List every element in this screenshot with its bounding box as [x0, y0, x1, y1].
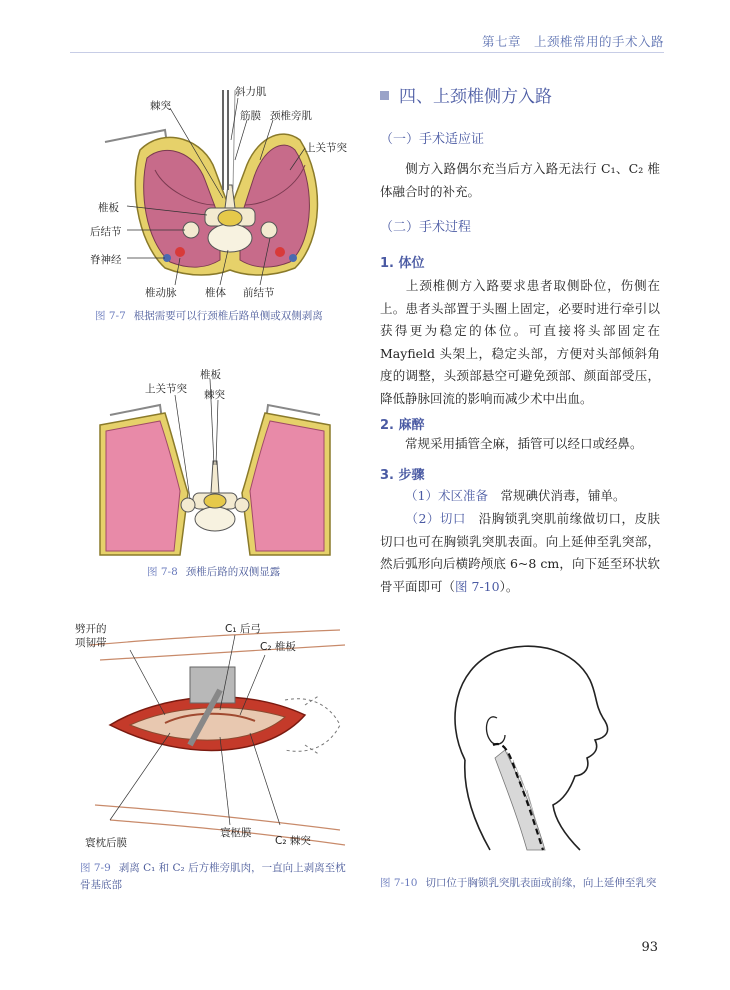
subheading-indications: （一）手术适应证	[380, 132, 485, 147]
header-rule	[70, 52, 664, 53]
label-c2-lamina: C₂ 椎板	[260, 641, 296, 653]
label-c1-posterior-arch: C₁ 后弓	[225, 623, 261, 635]
label-vertebral-artery: 椎动脉	[145, 287, 177, 299]
label-fascia: 筋膜	[240, 110, 261, 122]
label-superior-articular: 上关节突	[305, 142, 347, 154]
running-header	[0, 30, 730, 54]
figure-7-9-caption	[80, 860, 355, 894]
heading-anesthesia: 2. 麻醉	[380, 418, 425, 433]
label-superior-articular: 上关节突	[145, 383, 187, 395]
chapter-title: 第七章 上颈椎常用的手术入路	[481, 34, 664, 49]
label-anterior-tubercle: 前结节	[243, 287, 275, 299]
figure-7-7-caption	[95, 308, 365, 325]
label-atlanto-axial-membrane: 寰枢膜	[220, 827, 252, 839]
label-nuchal-ligament: 项韧带	[75, 637, 107, 649]
caption-number: 图 7-7	[95, 310, 126, 322]
label-c2-spinous-process: C₂ 棘突	[275, 835, 311, 847]
caption-text: 切口位于胸锁乳突肌表面或前缘，向上延伸至乳突	[425, 877, 657, 889]
caption-text: 颈椎后路的双侧显露	[185, 566, 281, 578]
label-spinal-nerve: 脊神经	[90, 254, 122, 266]
paragraph-step-2: （2）切口 沿胸锁乳突肌前缘做切口，皮肤切口也可在胸锁乳突肌表面。向上延伸至乳突部，然后弧形向后横跨颅底 6~8 cm，向下延至环状软骨平面即可（图 7-10）。	[380, 511, 660, 594]
subheading-procedure: （二）手术过程	[380, 220, 472, 235]
label-lamina: 椎板	[98, 202, 119, 214]
label-spinous-process: 棘突	[150, 100, 171, 112]
figure-7-10	[435, 640, 635, 855]
heading-steps: 3. 步骤	[380, 468, 425, 483]
label-oblique-muscle: 斜力肌	[235, 86, 267, 98]
figure-7-10-caption	[380, 875, 665, 892]
paragraph-position: 上颈椎侧方入路要求患者取侧卧位，伤侧在上。患者头部置于头圈上固定，必要时进行牵引以获得更为稳定的体位。可直接将头部固定在 Mayfield 头架上，稳定头部，方便对头部倾斜角度的调整，头颈部悬空可避免颈部、颜面部受压，降低静脉回流的影响而减少术中出血。	[380, 278, 660, 406]
label-spinous-process: 棘突	[204, 389, 225, 401]
caption-number: 图 7-9	[80, 862, 111, 874]
paragraph-step-1: （1）术区准备 常规碘伏消毒，铺单。	[405, 488, 626, 503]
label-posterior-tubercle: 后结节	[90, 226, 122, 238]
figure-7-9	[70, 615, 355, 855]
figure-reference-link[interactable]: 图 7-10	[455, 578, 500, 594]
heading-square-icon	[380, 91, 389, 100]
section-heading: 四、上颈椎侧方入路	[380, 82, 552, 107]
cervical-cross-section-illustration	[95, 80, 365, 305]
paragraph-anesthesia: 常规采用插管全麻，插管可以经口或经鼻。	[405, 436, 643, 451]
paragraph-indications: 侧方入路偶尔充当后方入路无法行 C₁、C₂ 椎体融合时的补充。	[380, 161, 660, 199]
label-atlanto-occipital-membrane: 寰枕后膜	[85, 837, 127, 849]
figure-7-8	[90, 365, 340, 560]
head-neck-incision-illustration	[435, 640, 635, 855]
heading-position: 1. 体位	[380, 256, 425, 271]
caption-number: 图 7-8	[147, 566, 178, 578]
figure-7-8-caption	[147, 564, 367, 581]
caption-text: 根据需要可以行颈椎后路单侧或双侧剥离	[133, 310, 323, 322]
caption-text: 剥离 C₁ 和 C₂ 后方椎旁肌肉，一直向上剥离至枕骨基底部	[80, 862, 346, 891]
label-split: 劈开的	[75, 623, 107, 635]
page-number: 93	[641, 940, 658, 955]
c1-c2-dissection-illustration	[70, 615, 355, 855]
caption-number: 图 7-10	[380, 877, 418, 889]
label-paraspinal-muscle: 颈椎旁肌	[270, 110, 312, 122]
label-vertebral-body: 椎体	[205, 287, 226, 299]
figure-7-7	[90, 80, 365, 305]
label-lamina: 椎板	[200, 369, 221, 381]
